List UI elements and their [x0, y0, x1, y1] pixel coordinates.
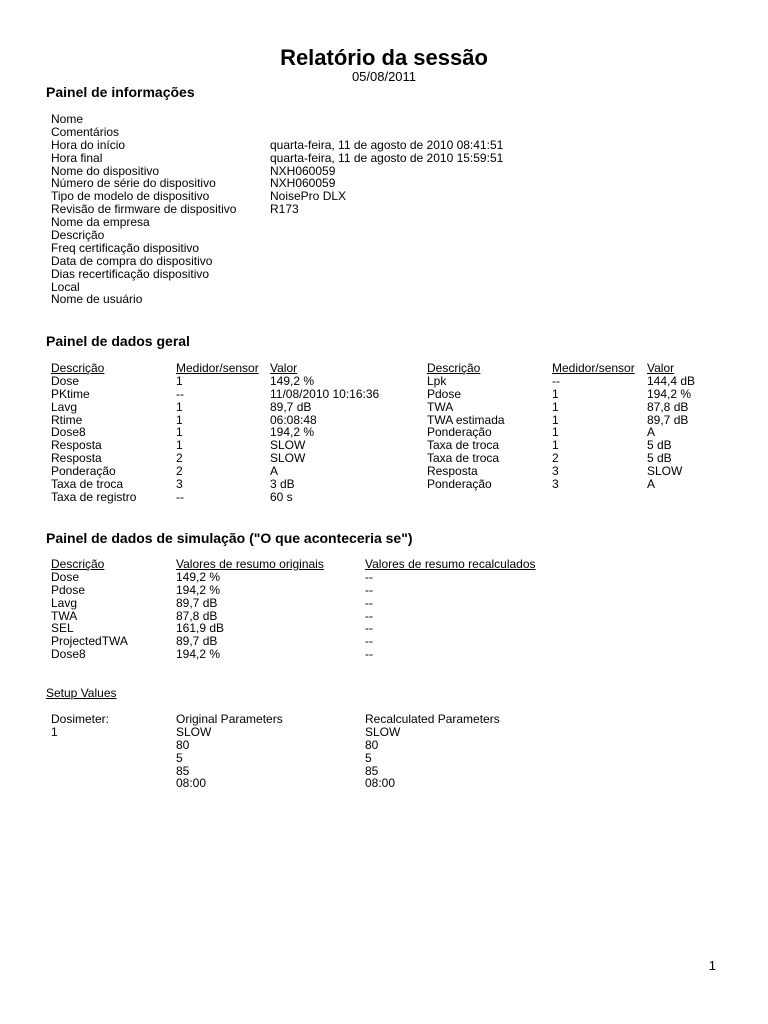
general-meter: -- [552, 373, 560, 388]
simulation-row [51, 648, 611, 661]
general-desc: Dose8 [51, 425, 86, 440]
info-label: Hora do início [51, 137, 126, 152]
setup-row [51, 777, 571, 790]
general-row [51, 491, 411, 504]
general-row [427, 401, 727, 414]
general-meter: 1 [552, 438, 559, 453]
simulation-panel-heading: Painel de dados de simulação ("O que aconteceria se") [46, 530, 413, 546]
general-value: SLOW [647, 464, 683, 479]
simulation-row [51, 610, 611, 623]
general-value: A [647, 477, 656, 492]
general-row [427, 478, 727, 491]
sim-desc: Dose [51, 569, 80, 584]
general-meter: 3 [552, 464, 559, 479]
sim-original: 149,2 % [176, 569, 221, 584]
info-row [51, 229, 551, 242]
general-meter: 1 [176, 438, 183, 453]
setup-recalculated: SLOW [365, 724, 401, 739]
simulation-header-row [51, 558, 611, 571]
general-row [427, 375, 727, 388]
general-value: A [647, 425, 656, 440]
info-panel-rows [51, 113, 551, 306]
setup-dosimeter: 1 [51, 724, 58, 739]
info-label: Nome do dispositivo [51, 163, 160, 178]
setup-recalculated: 80 [365, 737, 379, 752]
col-header-recalculated-parameters: Recalculated Parameters [365, 712, 500, 726]
general-meter: 1 [176, 425, 183, 440]
col-header-value: Valor [647, 361, 675, 375]
info-label: Dias recertificação dispositivo [51, 266, 210, 281]
col-header-dosimeter: Dosimeter: [51, 712, 110, 726]
info-value: NXH060059 [270, 176, 336, 191]
general-value: 3 dB [270, 477, 295, 492]
info-panel-heading: Painel de informações [46, 84, 195, 100]
info-label: Nome de usuário [51, 292, 143, 307]
col-header-meter: Medidor/sensor [176, 361, 259, 375]
general-desc: Lavg [51, 399, 78, 414]
general-row [51, 426, 411, 439]
simulation-row [51, 597, 611, 610]
sim-recalculated: -- [365, 608, 373, 623]
setup-recalculated: 5 [365, 750, 372, 765]
general-desc: Taxa de troca [51, 477, 124, 492]
info-label: Freq certificação dispositivo [51, 240, 200, 255]
general-row [51, 401, 411, 414]
general-value: 5 dB [647, 438, 672, 453]
general-right-table [427, 362, 727, 491]
simulation-table [51, 558, 611, 661]
general-header-row [51, 362, 411, 375]
sim-recalculated: -- [365, 595, 373, 610]
info-label: Nome [51, 112, 84, 126]
info-label: Número de série do dispositivo [51, 176, 216, 191]
general-value: SLOW [270, 451, 306, 466]
general-desc: Rtime [51, 412, 83, 427]
general-value: 11/08/2010 10:16:36 [270, 386, 380, 401]
general-value: 194,2 % [270, 425, 315, 440]
setup-values-link[interactable]: Setup Values [46, 686, 117, 700]
general-meter: 3 [176, 477, 183, 492]
sim-original: 194,2 % [176, 582, 221, 597]
general-desc: Pdose [427, 386, 462, 401]
general-desc: Resposta [51, 438, 102, 453]
info-label: Data de compra do dispositivo [51, 253, 213, 268]
setup-recalculated: 85 [365, 763, 379, 778]
setup-original: SLOW [176, 724, 212, 739]
setup-row [51, 752, 571, 765]
setup-row [51, 726, 571, 739]
general-desc: Taxa de troca [427, 438, 500, 453]
general-meter: 1 [176, 412, 183, 427]
general-value: 144,4 dB [647, 373, 696, 388]
info-label: Tipo de modelo de dispositivo [51, 189, 210, 204]
general-meter: 1 [552, 412, 559, 427]
report-date: 05/08/2011 [351, 69, 417, 84]
general-row [51, 439, 411, 452]
general-value: 89,7 dB [647, 412, 689, 427]
general-value: SLOW [270, 438, 306, 453]
info-row [51, 113, 551, 126]
info-row [51, 152, 551, 165]
sim-original: 161,9 dB [176, 621, 225, 636]
col-header-description: Descrição [427, 361, 481, 375]
info-row [51, 255, 551, 268]
info-row [51, 268, 551, 281]
simulation-row [51, 584, 611, 597]
general-desc: Taxa de registro [51, 489, 137, 504]
general-meter: 1 [552, 425, 559, 440]
general-value: 194,2 % [647, 386, 692, 401]
general-meter: 1 [176, 373, 183, 388]
setup-row [51, 739, 571, 752]
setup-original: 85 [176, 763, 190, 778]
simulation-row [51, 571, 611, 584]
setup-table [51, 713, 571, 790]
info-label: Nome da empresa [51, 215, 150, 230]
general-meter: 1 [552, 399, 559, 414]
general-desc: Ponderação [427, 477, 492, 492]
general-row [51, 375, 411, 388]
sim-desc: SEL [51, 621, 74, 636]
info-row [51, 293, 551, 306]
general-value: 87,8 dB [647, 399, 689, 414]
sim-desc: TWA [51, 608, 78, 623]
sim-recalculated: -- [365, 582, 373, 597]
sim-recalculated: -- [365, 621, 373, 636]
info-label: Comentários [51, 124, 120, 139]
general-row [51, 414, 411, 427]
sim-original: 89,7 dB [176, 595, 218, 610]
info-label: Local [51, 279, 80, 294]
sim-desc: Lavg [51, 595, 78, 610]
page-number: 1 [708, 958, 716, 973]
general-row [51, 478, 411, 491]
info-value: quarta-feira, 11 de agosto de 2010 08:41:51 [270, 137, 504, 152]
general-meter: -- [176, 489, 184, 504]
info-label: Revisão de firmware de dispositivo [51, 202, 237, 217]
general-left-table [51, 362, 411, 504]
info-label: Descrição [51, 228, 105, 243]
general-desc: Ponderação [51, 464, 116, 479]
general-desc: TWA estimada [427, 412, 505, 427]
general-desc: Ponderação [427, 425, 492, 440]
info-value: NXH060059 [270, 163, 336, 178]
info-row [51, 126, 551, 139]
sim-desc: Dose8 [51, 647, 86, 662]
setup-header-row [51, 713, 571, 726]
sim-recalculated: -- [365, 634, 373, 649]
info-row [51, 216, 551, 229]
info-row [51, 242, 551, 255]
general-desc: PKtime [51, 386, 90, 401]
general-meter: 3 [552, 477, 559, 492]
sim-desc: Pdose [51, 582, 86, 597]
col-header-value: Valor [270, 361, 298, 375]
report-title: Relatório da sessão [280, 45, 488, 70]
sim-desc: ProjectedTWA [51, 634, 128, 649]
info-value: R173 [270, 202, 299, 217]
general-desc: Resposta [427, 464, 478, 479]
simulation-row [51, 635, 611, 648]
general-value: 5 dB [647, 451, 672, 466]
sim-original: 89,7 dB [176, 634, 218, 649]
general-value: A [270, 464, 279, 479]
general-value: 06:08:48 [270, 412, 317, 427]
general-meter: 1 [552, 386, 559, 401]
simulation-row [51, 622, 611, 635]
col-header-description: Descrição [51, 361, 105, 375]
general-desc: Lpk [427, 373, 447, 388]
col-header-meter: Medidor/sensor [552, 361, 635, 375]
general-row [51, 388, 411, 401]
general-meter: 2 [176, 451, 183, 466]
general-desc: Taxa de troca [427, 451, 500, 466]
info-label: Hora final [51, 150, 103, 165]
sim-original: 194,2 % [176, 647, 221, 662]
general-panel-heading: Painel de dados geral [46, 333, 190, 349]
info-value: quarta-feira, 11 de agosto de 2010 15:59:51 [270, 150, 504, 165]
general-value: 89,7 dB [270, 399, 312, 414]
general-desc: Dose [51, 373, 80, 388]
setup-recalculated: 08:00 [365, 776, 396, 791]
general-meter: 2 [552, 451, 559, 466]
setup-original: 5 [176, 750, 183, 765]
info-row [51, 139, 551, 152]
sim-original: 87,8 dB [176, 608, 218, 623]
setup-row [51, 765, 571, 778]
general-meter: 1 [176, 399, 183, 414]
col-header-description: Descrição [51, 557, 105, 571]
col-header-recalculated: Valores de resumo recalculados [365, 557, 536, 571]
general-header-row [427, 362, 727, 375]
info-value: NoisePro DLX [270, 189, 347, 204]
sim-recalculated: -- [365, 647, 373, 662]
general-meter: 2 [176, 464, 183, 479]
col-header-original: Valores de resumo originais [176, 557, 324, 571]
setup-original: 80 [176, 737, 190, 752]
general-row [427, 388, 727, 401]
general-desc: Resposta [51, 451, 102, 466]
sim-recalculated: -- [365, 569, 373, 584]
general-value: 60 s [270, 489, 293, 504]
general-value: 149,2 % [270, 373, 315, 388]
general-desc: TWA [427, 399, 454, 414]
general-meter: -- [176, 386, 184, 401]
col-header-original-parameters: Original Parameters [176, 712, 283, 726]
setup-original: 08:00 [176, 776, 207, 791]
